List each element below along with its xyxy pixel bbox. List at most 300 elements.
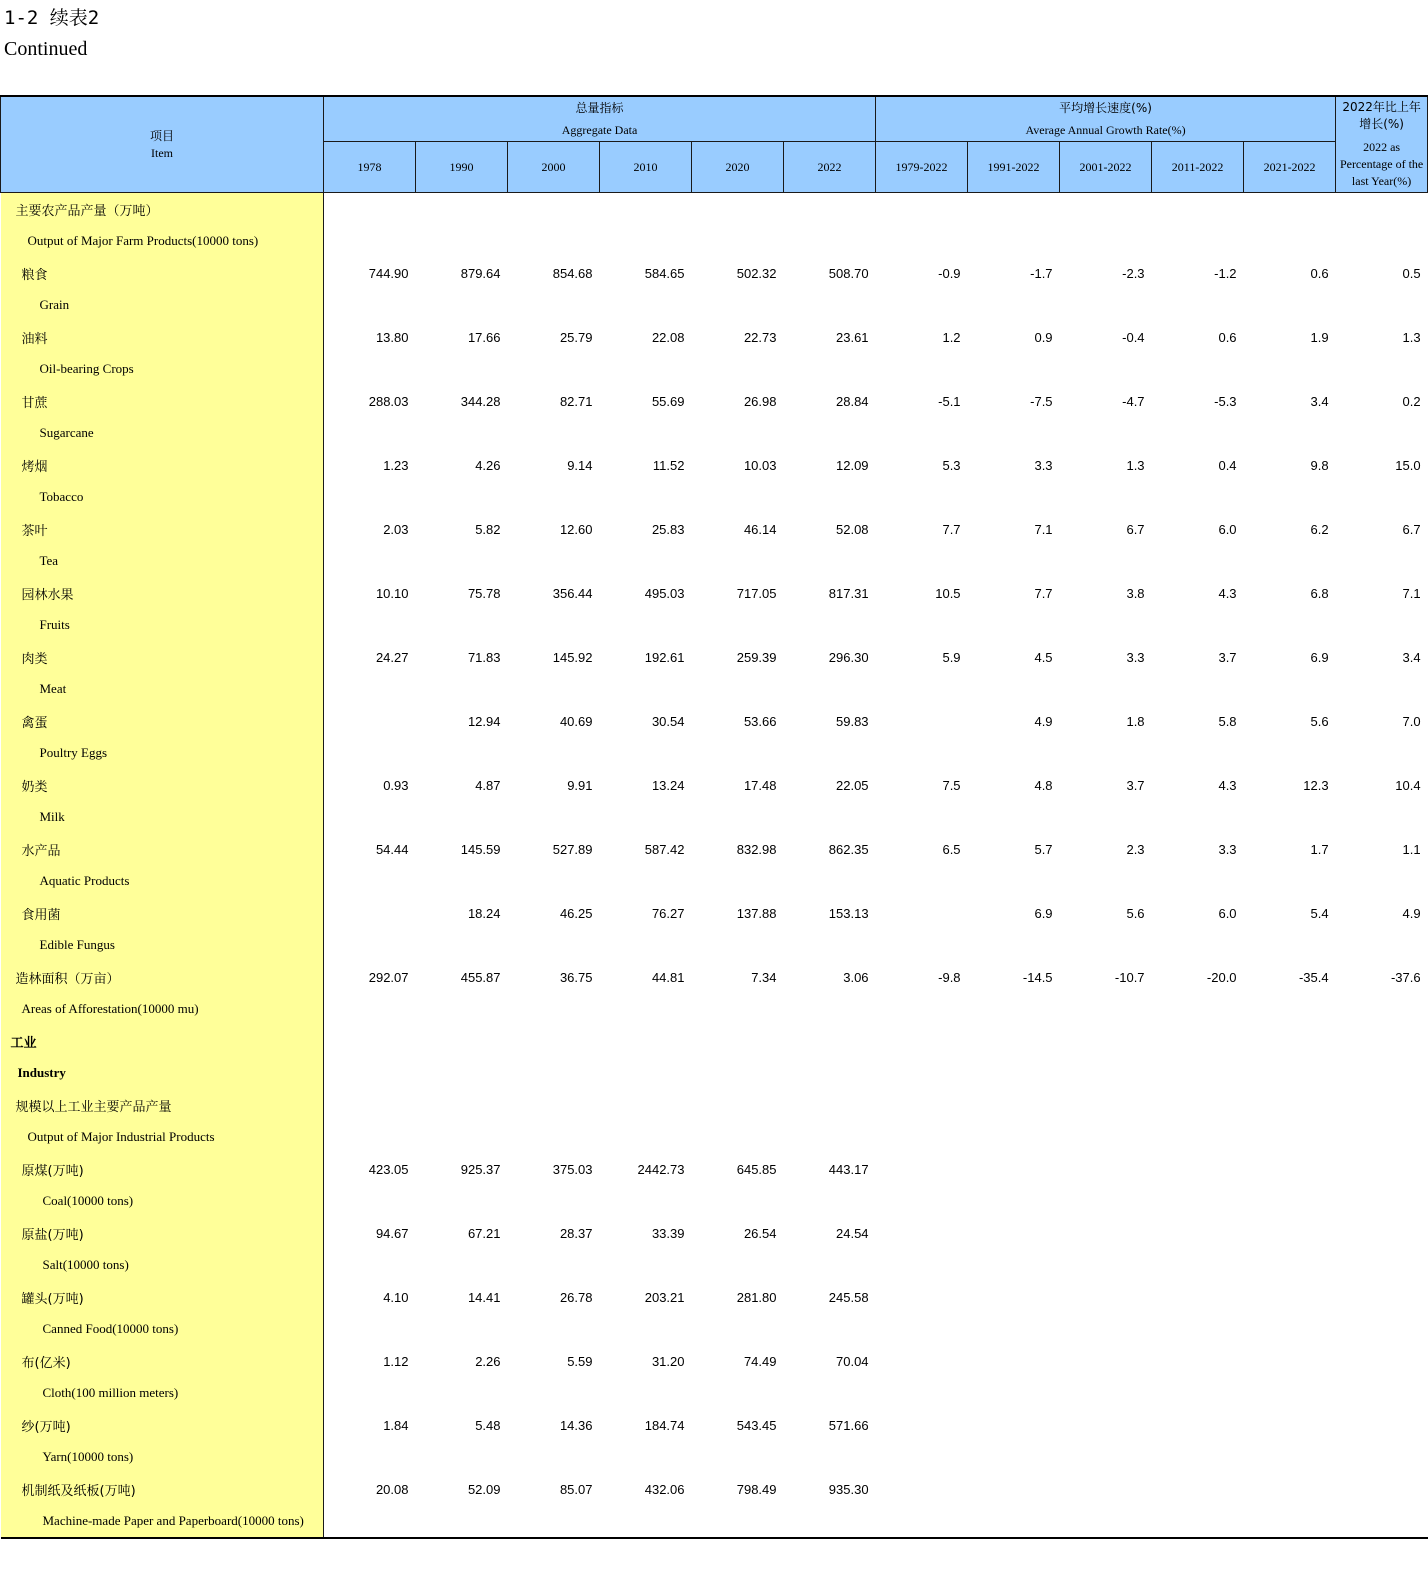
- table-cell: [968, 353, 1060, 385]
- table-cell: [1244, 417, 1336, 449]
- table-cell: [416, 993, 508, 1025]
- table-cell: 46.14: [743, 521, 777, 537]
- row-label: 甘蔗: [21, 395, 48, 411]
- table-cell: [876, 545, 968, 577]
- table-cell: 744.90: [368, 265, 409, 281]
- table-row: [1, 289, 1428, 321]
- table-cell: [968, 993, 1060, 1025]
- header-period-2011-2022: 2011-2022: [1152, 142, 1244, 193]
- row-label: 工业: [10, 1035, 37, 1051]
- row-label-cell: [1, 513, 324, 545]
- table-cell: [324, 1313, 416, 1345]
- table-cell: [1336, 1473, 1428, 1505]
- table-cell: [508, 417, 600, 449]
- table-cell: [1336, 417, 1428, 449]
- table-cell: [1336, 673, 1428, 705]
- table-cell: [1060, 545, 1152, 577]
- row-label: 罐头(万吨): [21, 1291, 84, 1307]
- table-cell: -1.7: [1030, 265, 1053, 281]
- table-cell: [1060, 1153, 1152, 1185]
- table-cell: [1060, 417, 1152, 449]
- table-cell: 10.4: [1395, 777, 1421, 793]
- row-label: Tea: [39, 553, 59, 568]
- table-cell: 12.3: [1303, 777, 1329, 793]
- table-cell: 296.30: [828, 649, 869, 665]
- table-cell: [692, 353, 784, 385]
- table-cell: [1336, 1313, 1428, 1345]
- table-cell: [968, 289, 1060, 321]
- table-cell: [1244, 1313, 1336, 1345]
- table-cell: 3.3: [1218, 841, 1237, 857]
- table-cell: [324, 289, 416, 321]
- table-cell: 137.88: [736, 905, 777, 921]
- table-row: [1, 1377, 1428, 1409]
- table-cell: [968, 1153, 1060, 1185]
- table-cell: [1244, 609, 1336, 641]
- table-cell: [416, 609, 508, 641]
- row-label-cell: [1, 481, 324, 513]
- table-cell: [968, 609, 1060, 641]
- table-cell: [692, 737, 784, 769]
- table-cell: 6.2: [1310, 521, 1329, 537]
- table-cell: [1060, 1121, 1152, 1153]
- table-cell: [508, 1089, 600, 1121]
- table-cell: [1060, 993, 1152, 1025]
- table-cell: [1152, 1473, 1244, 1505]
- table-cell: [324, 1025, 416, 1057]
- table-cell: 7.5: [942, 777, 961, 793]
- table-cell: [1244, 1249, 1336, 1281]
- table-cell: [324, 1121, 416, 1153]
- table-row: [1, 1505, 1428, 1538]
- row-label: 肉类: [21, 651, 48, 667]
- table-cell: [784, 673, 876, 705]
- table-cell: 2.26: [475, 1353, 501, 1369]
- table-cell: [1244, 481, 1336, 513]
- table-cell: 7.0: [1402, 713, 1421, 729]
- table-cell: [1336, 481, 1428, 513]
- table-cell: -37.6: [1390, 969, 1421, 985]
- table-cell: [784, 1313, 876, 1345]
- table-cell: 3.4: [1310, 393, 1329, 409]
- table-cell: [876, 1505, 968, 1538]
- table-cell: 40.69: [559, 713, 593, 729]
- row-label-cell: [1, 897, 324, 929]
- table-cell: 52.09: [467, 1481, 501, 1497]
- table-cell: [1336, 1281, 1428, 1313]
- table-cell: [876, 897, 968, 929]
- table-cell: [876, 1441, 968, 1473]
- table-cell: [1060, 1313, 1152, 1345]
- row-label: Canned Food(10000 tons): [42, 1321, 179, 1336]
- table-cell: 67.21: [467, 1225, 501, 1241]
- table-cell: [324, 897, 416, 929]
- table-cell: [1060, 1345, 1152, 1377]
- table-cell: 12.60: [559, 521, 593, 537]
- table-cell: 0.6: [1218, 329, 1237, 345]
- table-cell: [508, 1505, 600, 1538]
- table-cell: 1.12: [383, 1353, 409, 1369]
- table-cell: [968, 1505, 1060, 1538]
- table-cell: [968, 865, 1060, 897]
- table-row: [1, 1441, 1428, 1473]
- table-cell: [692, 1057, 784, 1089]
- table-cell: [1336, 1441, 1428, 1473]
- table-cell: 153.13: [828, 905, 869, 921]
- table-cell: [784, 1121, 876, 1153]
- table-cell: [876, 1281, 968, 1313]
- row-label: Tobacco: [39, 489, 84, 504]
- table-cell: [600, 193, 692, 226]
- table-cell: [692, 417, 784, 449]
- table-cell: [1060, 1377, 1152, 1409]
- table-cell: -5.3: [1214, 393, 1237, 409]
- table-cell: [508, 1057, 600, 1089]
- table-cell: [600, 609, 692, 641]
- row-label: 原盐(万吨): [21, 1227, 84, 1243]
- table-cell: [324, 1089, 416, 1121]
- row-label: Fruits: [39, 617, 70, 632]
- table-row: [1, 769, 1428, 801]
- table-cell: 76.27: [651, 905, 685, 921]
- table-cell: [876, 1313, 968, 1345]
- table-cell: [600, 737, 692, 769]
- row-label: 烤烟: [21, 459, 48, 475]
- table-cell: [692, 481, 784, 513]
- table-cell: [968, 1313, 1060, 1345]
- table-cell: [1152, 545, 1244, 577]
- table-cell: [1336, 193, 1428, 226]
- table-cell: 5.48: [475, 1417, 501, 1433]
- table-row: [1, 545, 1428, 577]
- table-cell: 5.6: [1310, 713, 1329, 729]
- row-label-cell: [1, 1473, 324, 1505]
- table-cell: [1152, 609, 1244, 641]
- header-last-year-en: 2022 as Percentage of the last Year(%): [1339, 140, 1424, 188]
- table-cell: 6.5: [942, 841, 961, 857]
- table-cell: 925.37: [460, 1161, 501, 1177]
- table-cell: [600, 801, 692, 833]
- table-cell: 527.89: [552, 841, 593, 857]
- table-cell: [1244, 1377, 1336, 1409]
- table-cell: 879.64: [460, 265, 501, 281]
- table-cell: 1.23: [383, 457, 409, 473]
- table-cell: [1152, 1057, 1244, 1089]
- table-cell: 288.03: [368, 393, 409, 409]
- table-cell: [1152, 193, 1244, 226]
- table-cell: 832.98: [736, 841, 777, 857]
- table-cell: [508, 993, 600, 1025]
- table-cell: -9.8: [938, 969, 961, 985]
- table-cell: 25.79: [559, 329, 593, 345]
- table-cell: [600, 1313, 692, 1345]
- table-cell: [324, 1505, 416, 1538]
- table-cell: 9.14: [567, 457, 593, 473]
- table-cell: [416, 1377, 508, 1409]
- table-cell: [1152, 673, 1244, 705]
- row-label: 布(亿米): [21, 1355, 71, 1371]
- table-cell: [968, 801, 1060, 833]
- table-cell: [508, 737, 600, 769]
- table-cell: [508, 929, 600, 961]
- table-row: [1, 321, 1428, 353]
- row-label: Areas of Afforestation(10000 mu): [21, 1001, 199, 1016]
- table-cell: [324, 225, 416, 257]
- header-period-1991-2022: 1991-2022: [968, 142, 1060, 193]
- row-label: 主要农产品产量（万吨）: [15, 203, 159, 219]
- row-label: Cloth(100 million meters): [42, 1385, 179, 1400]
- table-row: [1, 929, 1428, 961]
- table-cell: [416, 865, 508, 897]
- table-cell: [1060, 1441, 1152, 1473]
- table-cell: 145.59: [460, 841, 501, 857]
- row-label: Poultry Eggs: [39, 745, 108, 760]
- row-label: 原煤(万吨): [21, 1163, 84, 1179]
- header-item-cn: 项目: [149, 128, 174, 143]
- table-cell: [876, 1409, 968, 1441]
- table-cell: [600, 1185, 692, 1217]
- table-cell: 12.09: [836, 457, 869, 473]
- table-row: [1, 1281, 1428, 1313]
- table-cell: [1152, 1217, 1244, 1249]
- table-cell: [968, 1217, 1060, 1249]
- table-cell: [1336, 1025, 1428, 1057]
- table-cell: [968, 1441, 1060, 1473]
- table-cell: [876, 1121, 968, 1153]
- table-cell: [1336, 1057, 1428, 1089]
- header-year-2020: 2020: [692, 142, 784, 193]
- table-cell: [324, 929, 416, 961]
- table-cell: 571.66: [828, 1417, 869, 1433]
- row-label: Milk: [39, 809, 65, 824]
- table-cell: [968, 673, 1060, 705]
- table-cell: 2.3: [1126, 841, 1145, 857]
- table-cell: [1152, 289, 1244, 321]
- table-cell: 0.93: [383, 777, 409, 793]
- table-cell: [1152, 1505, 1244, 1538]
- row-label-cell: [1, 1409, 324, 1441]
- table-cell: 1.8: [1126, 713, 1145, 729]
- table-cell: 14.41: [467, 1289, 501, 1305]
- table-cell: 3.8: [1126, 585, 1145, 601]
- row-label-cell: [1, 1217, 324, 1249]
- row-label-cell: [1, 1249, 324, 1281]
- table-cell: [876, 417, 968, 449]
- table-cell: 543.45: [736, 1417, 777, 1433]
- table-cell: [1060, 1025, 1152, 1057]
- table-cell: [416, 1249, 508, 1281]
- table-cell: [1336, 353, 1428, 385]
- table-cell: [1244, 1025, 1336, 1057]
- row-label-cell: [1, 449, 324, 481]
- row-label: Yarn(10000 tons): [42, 1449, 134, 1464]
- table-cell: [508, 865, 600, 897]
- table-cell: 9.91: [567, 777, 593, 793]
- row-label: 粮食: [21, 267, 48, 283]
- header-last-year: [1336, 96, 1428, 193]
- table-row: [1, 833, 1428, 865]
- table-cell: [508, 545, 600, 577]
- table-cell: [600, 1249, 692, 1281]
- table-cell: [600, 1025, 692, 1057]
- table-cell: [1060, 1473, 1152, 1505]
- header-aggregate-en: Aggregate Data: [561, 122, 638, 137]
- table-cell: 7.1: [1402, 585, 1421, 601]
- table-cell: [600, 929, 692, 961]
- table-row: [1, 1185, 1428, 1217]
- table-cell: -35.4: [1298, 969, 1329, 985]
- table-cell: 6.9: [1034, 905, 1053, 921]
- table-cell: [508, 609, 600, 641]
- table-cell: [1336, 737, 1428, 769]
- row-label: Output of Major Industrial Products: [27, 1129, 215, 1144]
- table-cell: [1060, 1217, 1152, 1249]
- table-cell: [876, 1185, 968, 1217]
- table-cell: [600, 993, 692, 1025]
- table-cell: 7.7: [1034, 585, 1053, 601]
- row-label: 纱(万吨): [21, 1419, 71, 1435]
- row-label-cell: [1, 321, 324, 353]
- table-cell: [416, 417, 508, 449]
- table-cell: [508, 1313, 600, 1345]
- row-label: Aquatic Products: [39, 873, 130, 888]
- row-label: 水产品: [21, 843, 61, 859]
- table-cell: 22.05: [836, 777, 869, 793]
- table-cell: [692, 193, 784, 226]
- row-label: Edible Fungus: [39, 937, 115, 952]
- row-label-cell: [1, 737, 324, 769]
- table-cell: [1244, 1441, 1336, 1473]
- row-label: Oil-bearing Crops: [39, 361, 134, 376]
- table-cell: [1244, 1185, 1336, 1217]
- table-cell: 356.44: [552, 585, 593, 601]
- table-cell: [416, 1185, 508, 1217]
- table-cell: 145.92: [552, 649, 593, 665]
- table-cell: [968, 1281, 1060, 1313]
- table-cell: 1.3: [1402, 329, 1421, 345]
- table-cell: [1244, 193, 1336, 226]
- table-cell: [876, 801, 968, 833]
- table-cell: [692, 1377, 784, 1409]
- row-label-cell: [1, 577, 324, 609]
- table-cell: [1060, 609, 1152, 641]
- table-cell: [508, 193, 600, 226]
- table-cell: [1244, 353, 1336, 385]
- table-cell: 2.03: [383, 521, 409, 537]
- table-cell: [968, 417, 1060, 449]
- header-period-1979-2022: 1979-2022: [876, 142, 968, 193]
- table-cell: 645.85: [736, 1161, 777, 1177]
- table-cell: 26.78: [559, 1289, 593, 1305]
- table-cell: [1152, 1441, 1244, 1473]
- table-cell: [324, 1441, 416, 1473]
- table-cell: [784, 993, 876, 1025]
- table-cell: 10.5: [935, 585, 961, 601]
- table-cell: 6.0: [1218, 905, 1237, 921]
- table-cell: [1152, 801, 1244, 833]
- table-cell: [1152, 1025, 1244, 1057]
- table-cell: 14.36: [559, 1417, 593, 1433]
- row-label-cell: [1, 1089, 324, 1121]
- table-cell: 3.06: [843, 969, 869, 985]
- table-cell: 53.66: [743, 713, 777, 729]
- table-cell: 33.39: [651, 1225, 685, 1241]
- table-row: [1, 353, 1428, 385]
- table-cell: [692, 1505, 784, 1538]
- table-cell: 13.24: [651, 777, 685, 793]
- table-cell: [1152, 737, 1244, 769]
- table-cell: [324, 545, 416, 577]
- table-cell: 4.10: [383, 1289, 409, 1305]
- row-label-cell: [1, 961, 324, 993]
- table-header: [1, 96, 1428, 193]
- table-cell: [324, 993, 416, 1025]
- table-cell: 6.7: [1402, 521, 1421, 537]
- table-row: [1, 577, 1428, 609]
- table-cell: [784, 353, 876, 385]
- table-cell: [1152, 929, 1244, 961]
- table-cell: [508, 673, 600, 705]
- table-cell: [416, 1089, 508, 1121]
- table-cell: 71.83: [467, 649, 501, 665]
- table-cell: [1244, 737, 1336, 769]
- table-cell: [600, 1089, 692, 1121]
- table-cell: 259.39: [736, 649, 777, 665]
- table-row: [1, 673, 1428, 705]
- row-label-cell: [1, 353, 324, 385]
- table-cell: [600, 545, 692, 577]
- table-cell: [1336, 1249, 1428, 1281]
- row-label-cell: [1, 769, 324, 801]
- table-cell: 59.83: [836, 713, 869, 729]
- row-label-cell: [1, 1281, 324, 1313]
- header-year-1978: 1978: [324, 142, 416, 193]
- row-label-cell: [1, 609, 324, 641]
- table-cell: [416, 1313, 508, 1345]
- row-label-cell: [1, 1185, 324, 1217]
- table-row: [1, 737, 1428, 769]
- table-cell: 7.7: [942, 521, 961, 537]
- table-cell: [692, 545, 784, 577]
- table-cell: [1060, 353, 1152, 385]
- table-cell: 3.7: [1126, 777, 1145, 793]
- table-cell: [1244, 865, 1336, 897]
- table-cell: [1244, 1281, 1336, 1313]
- table-cell: 15.0: [1395, 457, 1421, 473]
- table-cell: [1152, 225, 1244, 257]
- table-cell: 74.49: [743, 1353, 777, 1369]
- table-cell: [968, 1249, 1060, 1281]
- table-cell: [508, 1441, 600, 1473]
- table-cell: [600, 1505, 692, 1538]
- table-cell: 3.4: [1402, 649, 1421, 665]
- table-cell: [1244, 801, 1336, 833]
- table-cell: [876, 481, 968, 513]
- table-cell: [784, 929, 876, 961]
- table-cell: [1336, 545, 1428, 577]
- table-cell: [416, 1057, 508, 1089]
- table-row: [1, 1057, 1428, 1089]
- table-cell: [1060, 225, 1152, 257]
- table-cell: 5.9: [942, 649, 961, 665]
- table-cell: 70.04: [836, 1353, 869, 1369]
- table-cell: [876, 1153, 968, 1185]
- table-cell: 26.54: [743, 1225, 777, 1241]
- row-label: 茶叶: [21, 523, 48, 539]
- table-cell: [600, 289, 692, 321]
- table-cell: [1152, 1153, 1244, 1185]
- table-row: [1, 1121, 1428, 1153]
